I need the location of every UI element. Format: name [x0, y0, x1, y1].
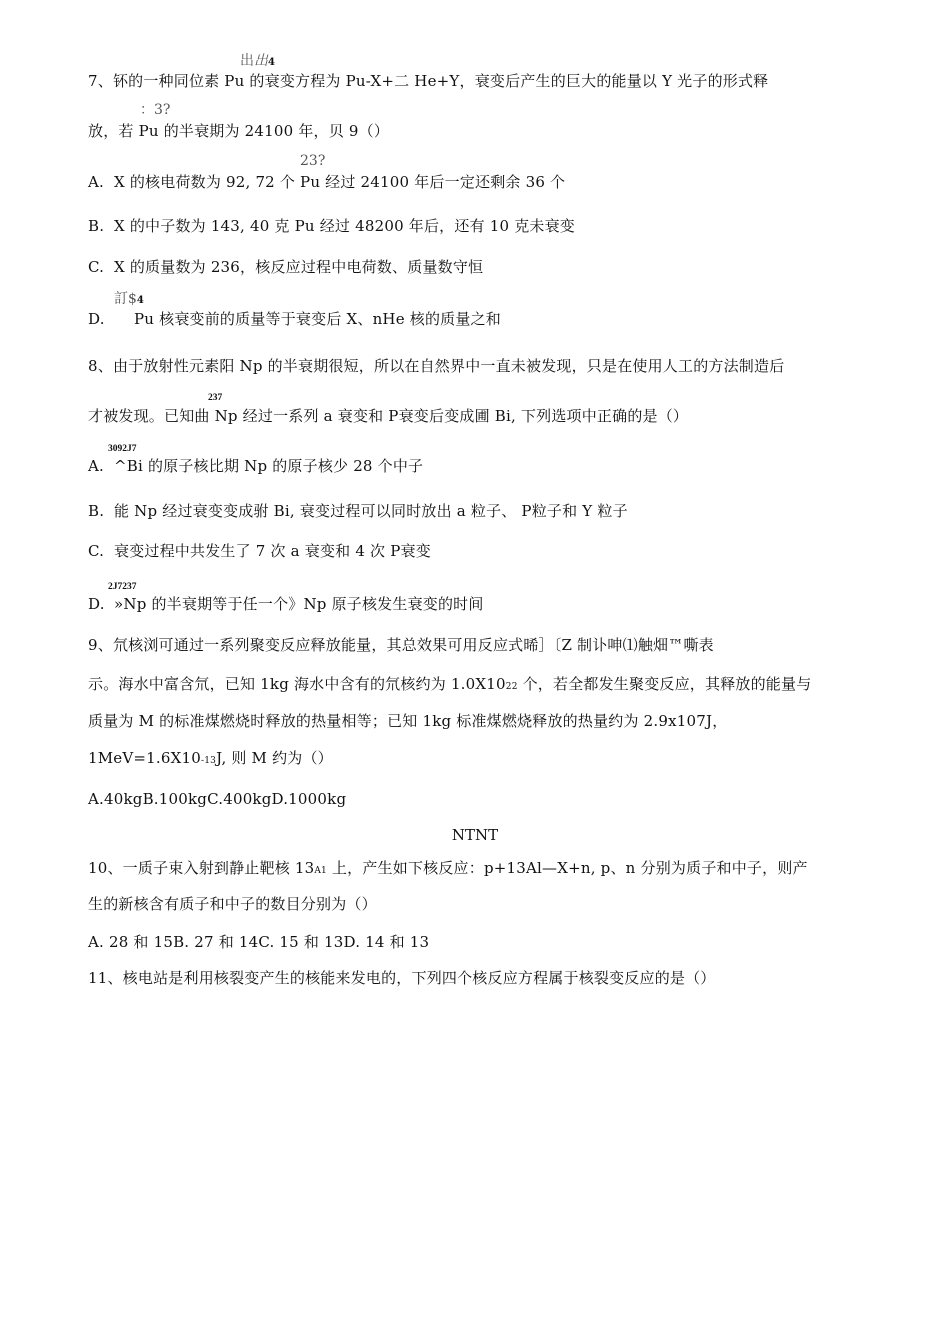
q10-line-1-part-a: 10、一质子束入射到静止靶核 13	[88, 859, 315, 877]
q8-stem-line-2: 才被发现。已知曲 Np 经过一系列 a 衰变和 P衰变后变成圃 Bi, 下列选项中正确的是（）	[88, 407, 689, 425]
q7-option-a-label: A.	[88, 173, 105, 191]
q7-option-b-text: X 的中子数为 143, 40 克 Pu 经过 48200 年后，还有 10 克未衰变	[114, 217, 576, 235]
q7-superscript-2: ：3?	[140, 102, 171, 118]
q10-options: A. 28 和 15B. 27 和 14C. 15 和 13D. 14 和 13	[88, 933, 430, 951]
q9-line-2-part-b: 个，若全都发生聚变反应，其释放的能量与	[517, 675, 812, 693]
q7-option-d	[88, 309, 501, 329]
q9-stem-line-4	[88, 748, 333, 771]
q8-option-c-text: 衰变过程中共发生了 7 次 a 衰变和 4 次 P衰变	[114, 542, 431, 560]
q9-line-4-exponent: -13	[201, 756, 217, 766]
q7-over-b: 出	[254, 53, 268, 69]
q8-option-d-label: D.	[88, 595, 105, 613]
q8-option-b	[88, 501, 628, 521]
q7-overd-b: 4	[136, 295, 144, 306]
q9-options: A.40kgB.100kgC.400kgD.1000kg	[88, 790, 347, 808]
q7-stem-line-2: 放，若 Pu 的半衰期为 24100 年，贝 9（）	[88, 122, 390, 140]
q10-line-1-subscript: A1	[314, 866, 327, 876]
q11-stem-line-1: 11、核电站是利用核裂变产生的核能来发电的，下列四个核反应方程属于核裂变反应的是（）	[88, 969, 716, 987]
q10-stem-line-2: 生的新核含有质子和中子的数目分别为（）	[88, 895, 377, 913]
q7-superscript-3: 23?	[300, 153, 326, 169]
q8-option-a-label: A.	[88, 457, 105, 475]
q7-over-c: 4	[268, 57, 275, 68]
q8-option-a-text: ^Bi 的原子核比期 Np 的原子核少 28 个中子	[114, 457, 424, 475]
q8-option-b-text: 能 Np 经过衰变变成驸 Bi, 衰变过程可以同时放出 a 粒子、 P粒子和 Y 粒子	[114, 502, 628, 520]
q7-superscript-note	[240, 53, 275, 71]
q8-option-a-superscript: 3092J7	[108, 444, 137, 454]
q9-stem-line-1: 9、氘核浏可通过一系列聚变反应释放能量，其总效果可用反应式晞］〔Z 制讣呻⑴触畑™嘶表	[88, 636, 714, 654]
q8-option-b-label: B.	[88, 502, 105, 520]
q7-option-b	[88, 216, 575, 236]
q7-option-c-label: C.	[88, 258, 105, 276]
q9-line-4-part-b: J, 则 M 约为（）	[216, 749, 333, 767]
q9-stem-line-3: 质量为 M 的标准煤燃烧时释放的热量相等；已知 1kg 标准煤燃烧释放的热量约为 2.9x107J，	[88, 712, 728, 730]
q8-option-d-superscript: 2J7237	[108, 582, 137, 592]
q8-option-a	[88, 456, 423, 476]
q8-superscript-237: 237	[208, 393, 223, 403]
q7-option-c-text: X 的质量数为 236，核反应过程中电荷数、质量数守恒	[114, 258, 484, 276]
q8-option-c	[88, 541, 431, 561]
q8-stem-line-1: 8、由于放射性元素阳 Np 的半衰期很短，所以在自然界中一直未被发现，只是在使用人工的方法制造后	[88, 357, 785, 375]
q7-overd-a: 訂$	[114, 291, 137, 307]
q7-option-b-label: B.	[88, 217, 105, 235]
q8-option-c-label: C.	[88, 542, 105, 560]
q8-option-d	[88, 594, 484, 614]
q7-option-c	[88, 257, 483, 277]
q9-center-label: NTNT	[451, 826, 499, 844]
q8-option-d-text: »Np 的半衰期等于任一个》Np 原子核发生衰变的时间	[114, 595, 484, 613]
q7-option-d-label: D.	[88, 310, 105, 328]
q7-option-a-text: X 的核电荷数为 92, 72 个 Pu 经过 24100 年后一定还剩余 36 个	[114, 173, 566, 191]
q9-line-4-part-a: 1MeV=1.6X10	[88, 749, 202, 767]
q10-stem-line-1	[88, 858, 808, 881]
q9-line-2-part-a: 示。海水中富含氘，已知 1kg 海水中含有的氘核约为 1.0X10	[88, 675, 506, 693]
q9-stem-line-2	[88, 674, 811, 697]
q7-option-d-superscript	[114, 291, 144, 309]
q7-stem-line-1: 7、钚的一种同位素 Pu 的衰变方程为 Pu-X+二 He+Y，衰变后产生的巨大的能量以 Y 光子的形式释	[88, 72, 769, 90]
q10-line-1-part-b: 上，产生如下核反应：p+13Al—X+n, p、n 分别为质子和中子，则产	[326, 859, 808, 877]
q7-over-a: 出	[240, 53, 254, 69]
q7-option-a	[88, 172, 565, 192]
q9-line-2-exponent: 22	[505, 682, 518, 692]
q7-option-d-text: Pu 核衰变前的质量等于衰变后 X、nHe 核的质量之和	[134, 310, 501, 328]
